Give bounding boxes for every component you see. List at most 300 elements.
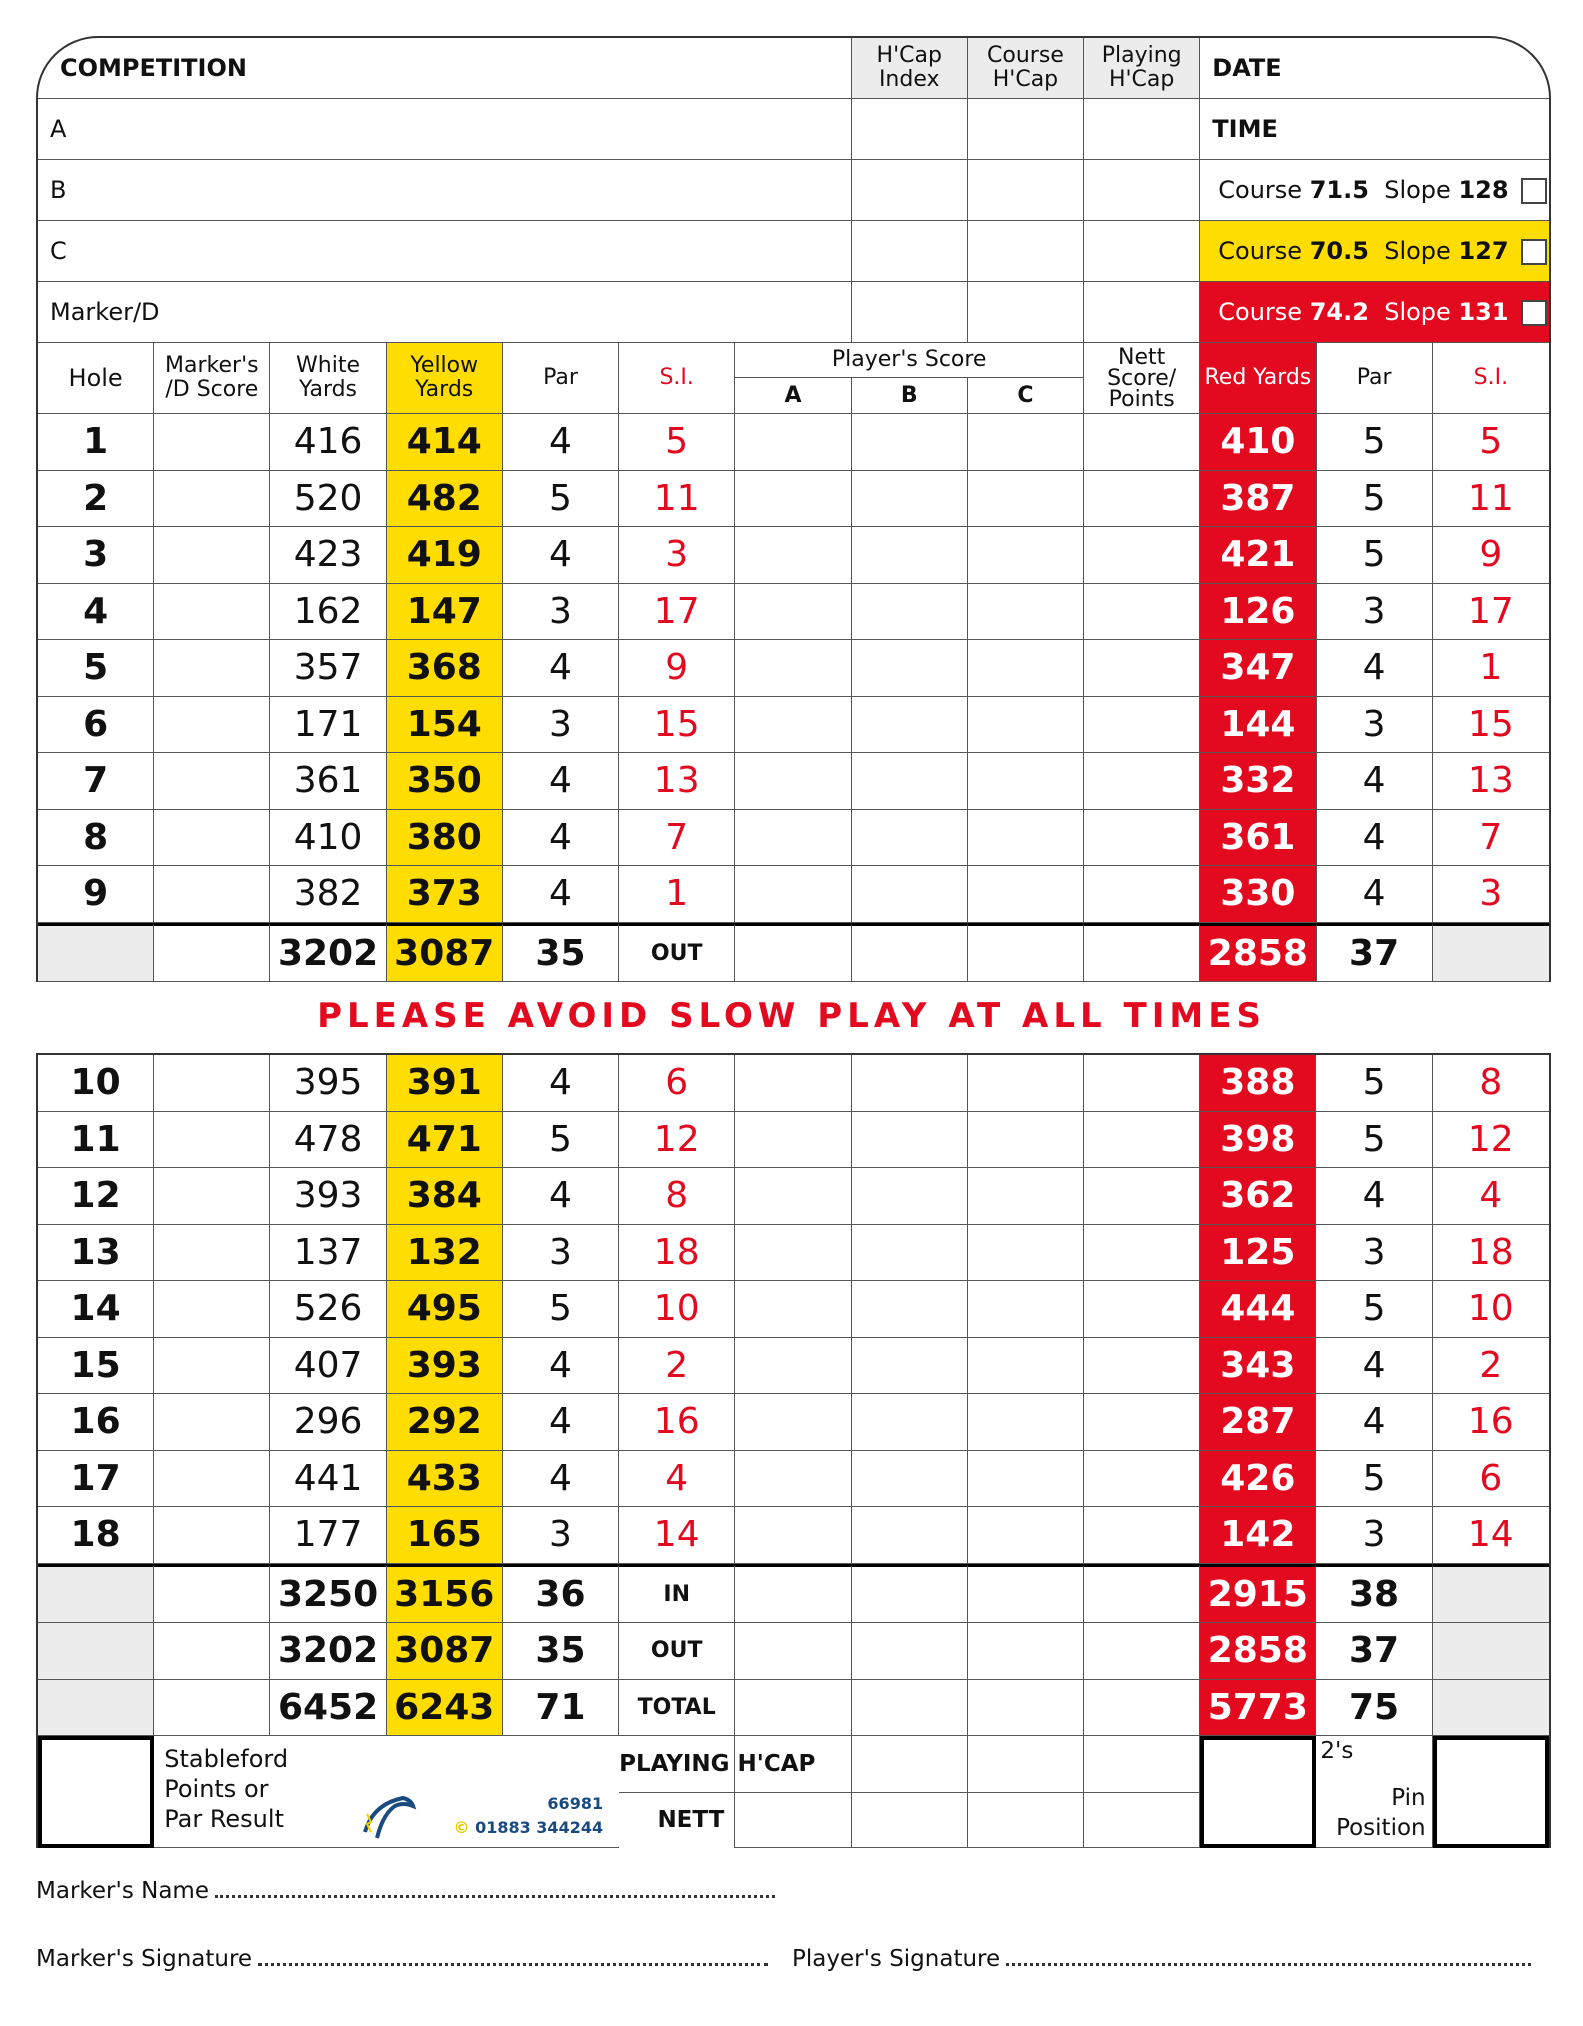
date-field[interactable]: DATE (1200, 38, 1549, 99)
red-stroke-index: 15 (1433, 697, 1549, 754)
marker-score-cell[interactable] (154, 640, 270, 697)
score-b-total[interactable] (852, 1623, 968, 1680)
marker-score-cell[interactable] (154, 584, 270, 641)
total-row (38, 1623, 1549, 1680)
marker-score-cell[interactable] (154, 1112, 270, 1169)
eagle-logo-icon (355, 1792, 415, 1842)
yellow-yards: 482 (387, 471, 503, 528)
score-a-cell[interactable] (735, 471, 851, 528)
score-c-cell[interactable] (968, 1281, 1084, 1338)
nett-total[interactable] (1084, 1623, 1200, 1680)
score-c-cell[interactable] (968, 1507, 1084, 1564)
score-b-total[interactable] (852, 1564, 968, 1624)
par: 4 (503, 1055, 619, 1112)
score-a-cell[interactable] (735, 527, 851, 584)
hole-number: 4 (38, 584, 154, 641)
score-b-cell[interactable] (852, 1112, 968, 1169)
score-b-cell[interactable] (852, 753, 968, 810)
marker-total-cell[interactable] (154, 1680, 270, 1737)
score-b-cell[interactable] (852, 1225, 968, 1282)
stroke-index: 17 (619, 584, 735, 641)
red-tee-checkbox[interactable] (1521, 300, 1547, 326)
hole-number: 14 (38, 1281, 154, 1338)
white-total: 3202 (270, 923, 386, 983)
score-a-cell[interactable] (735, 1451, 851, 1508)
marker-score-cell[interactable] (154, 753, 270, 810)
score-c-cell[interactable] (968, 1394, 1084, 1451)
yellow-yards: 132 (387, 1225, 503, 1282)
red-stroke-index: 14 (1433, 1507, 1549, 1564)
stroke-index: 4 (619, 1451, 735, 1508)
stableford-result-box[interactable] (38, 1736, 154, 1848)
white-yards: 171 (270, 697, 386, 754)
marker-total-cell[interactable] (154, 923, 270, 983)
hole-row (38, 1451, 1549, 1508)
par: 3 (503, 1507, 619, 1564)
nett-cell[interactable] (1084, 1394, 1200, 1451)
yellow-total: 3156 (387, 1564, 503, 1624)
score-b-cell[interactable] (852, 697, 968, 754)
hole-row (38, 584, 1549, 641)
white-yards: 177 (270, 1507, 386, 1564)
marker-score-cell[interactable] (154, 1338, 270, 1395)
marker-score-cell[interactable] (154, 1281, 270, 1338)
rating-red (1200, 282, 1549, 343)
score-b-cell[interactable] (852, 866, 968, 923)
score-b-cell[interactable] (852, 527, 968, 584)
red-total: 2915 (1200, 1564, 1316, 1624)
par: 5 (503, 1281, 619, 1338)
player-c-name[interactable]: C (38, 221, 852, 282)
red-stroke-index: 9 (1433, 527, 1549, 584)
hole-number: 15 (38, 1338, 154, 1395)
hcap-cell[interactable] (1084, 99, 1200, 160)
red-total: 2858 (1200, 1623, 1316, 1680)
hcap-index-header: H'Cap Index (852, 38, 968, 99)
par: 4 (503, 414, 619, 471)
score-a-cell[interactable] (735, 1055, 851, 1112)
twos-pin-cell (1316, 1736, 1432, 1848)
marker-name-line[interactable] (36, 1878, 775, 1904)
marker-signature-line[interactable] (36, 1946, 768, 1972)
score-c-cell[interactable] (968, 753, 1084, 810)
red-stroke-index: 16 (1433, 1394, 1549, 1451)
nett-total[interactable] (1084, 1564, 1200, 1624)
white-yards: 520 (270, 471, 386, 528)
stroke-index: 2 (619, 1338, 735, 1395)
marker-score-header: Marker's /D Score (154, 343, 270, 414)
score-a-total[interactable] (735, 1680, 851, 1737)
hole-number: 9 (38, 866, 154, 923)
nett-cell[interactable] (1084, 810, 1200, 867)
score-b-total[interactable] (852, 923, 968, 983)
red-yards: 410 (1200, 414, 1316, 471)
marker-total-cell[interactable] (154, 1623, 270, 1680)
red-par: 5 (1317, 414, 1433, 471)
hole-number: 18 (38, 1507, 154, 1564)
hole-row (38, 1394, 1549, 1451)
score-b-total[interactable] (852, 1680, 968, 1737)
red-total: 5773 (1200, 1680, 1316, 1737)
yellow-yards: 350 (387, 753, 503, 810)
nett-cell[interactable] (1084, 1225, 1200, 1282)
nett-total[interactable] (1084, 1680, 1200, 1737)
par: 4 (503, 866, 619, 923)
yellow-yards: 165 (387, 1507, 503, 1564)
score-b-cell[interactable] (852, 1055, 968, 1112)
red-par: 3 (1316, 1225, 1432, 1282)
red-par: 4 (1317, 753, 1433, 810)
yellow-total: 3087 (387, 923, 503, 983)
white-total: 3202 (270, 1623, 386, 1680)
score-c-cell[interactable] (968, 1055, 1084, 1112)
score-c-total[interactable] (968, 923, 1084, 983)
score-c-cell[interactable] (968, 471, 1084, 528)
score-a-cell[interactable] (735, 866, 851, 923)
logo-code: 66981 (547, 1794, 604, 1813)
red-yards: 287 (1200, 1394, 1316, 1451)
score-b-cell[interactable] (852, 1281, 968, 1338)
rating-yellow (1200, 221, 1549, 282)
course-label: Course (1218, 298, 1303, 326)
par: 3 (503, 697, 619, 754)
red-par-total: 37 (1317, 923, 1433, 983)
nett-header: Nett Score/ Points (1084, 343, 1200, 414)
stroke-index: 7 (619, 810, 735, 867)
red-par: 3 (1316, 1507, 1432, 1564)
white-yards: 407 (270, 1338, 386, 1395)
red-stroke-index: 13 (1433, 753, 1549, 810)
score-b-cell[interactable] (852, 1451, 968, 1508)
red-par: 3 (1317, 697, 1433, 754)
stroke-index: 13 (619, 753, 735, 810)
red-par: 4 (1317, 810, 1433, 867)
red-stroke-index: 1 (1433, 640, 1549, 697)
score-a-total[interactable] (735, 1564, 851, 1624)
red-yards: 361 (1200, 810, 1316, 867)
nett-cell[interactable] (1084, 1451, 1200, 1508)
hole-number: 12 (38, 1168, 154, 1225)
red-stroke-index: 2 (1433, 1338, 1549, 1395)
red-par: 5 (1316, 1281, 1432, 1338)
score-b-cell[interactable] (852, 1338, 968, 1395)
nett-total[interactable] (1084, 923, 1200, 983)
score-c-total[interactable] (968, 1623, 1084, 1680)
score-b-cell[interactable] (852, 471, 968, 528)
stroke-index: 1 (619, 866, 735, 923)
nett-cell[interactable] (1084, 1507, 1200, 1564)
red-yards-header: Red Yards (1200, 343, 1316, 414)
nett-a[interactable] (735, 1793, 851, 1848)
hole-row (38, 471, 1549, 528)
marker-score-cell[interactable] (154, 866, 270, 923)
red-stroke-index: 8 (1433, 1055, 1549, 1112)
stableford-label-cell (154, 1736, 386, 1848)
nett-cell[interactable] (1084, 640, 1200, 697)
score-a-cell[interactable] (735, 753, 851, 810)
hole-number: 10 (38, 1055, 154, 1112)
hole-number: 7 (38, 753, 154, 810)
score-c-cell[interactable] (968, 1451, 1084, 1508)
white-yards: 162 (270, 584, 386, 641)
score-c-cell[interactable] (968, 527, 1084, 584)
slope-rating: 131 (1458, 298, 1509, 326)
stroke-index: 8 (619, 1168, 735, 1225)
red-par: 4 (1317, 640, 1433, 697)
yellow-yards: 380 (387, 810, 503, 867)
slope-rating: 127 (1458, 237, 1509, 265)
score-b-cell[interactable] (852, 1394, 968, 1451)
par: 4 (503, 527, 619, 584)
white-yards: 526 (270, 1281, 386, 1338)
score-a-cell[interactable] (735, 584, 851, 641)
yellow-yards: 154 (387, 697, 503, 754)
yellow-yards: 393 (387, 1338, 503, 1395)
score-a-cell[interactable] (735, 1394, 851, 1451)
red-yards: 444 (1200, 1281, 1316, 1338)
nett-cell[interactable] (1084, 1168, 1200, 1225)
player-signature-line[interactable] (792, 1946, 1531, 1972)
hole-number: 11 (38, 1112, 154, 1169)
hole-number: 2 (38, 471, 154, 528)
stroke-index: 11 (619, 471, 735, 528)
total-blank (38, 1680, 154, 1737)
nett-cell[interactable] (1084, 527, 1200, 584)
total-row (38, 1564, 1549, 1624)
course-rating: 70.5 (1309, 237, 1369, 265)
hole-number: 5 (38, 640, 154, 697)
total-blank (1433, 923, 1549, 983)
nett-cell[interactable] (1084, 1112, 1200, 1169)
score-a-total[interactable] (735, 1623, 851, 1680)
white-yards-header: White Yards (270, 343, 386, 414)
yellow-yards: 373 (387, 866, 503, 923)
yellow-total: 3087 (387, 1623, 503, 1680)
white-yards: 137 (270, 1225, 386, 1282)
score-c-cell[interactable] (968, 697, 1084, 754)
score-c-total[interactable] (968, 1680, 1084, 1737)
red-par: 5 (1316, 1112, 1432, 1169)
nett-b[interactable] (852, 1793, 968, 1848)
hcap-cell[interactable] (852, 99, 968, 160)
hole-row (38, 1507, 1549, 1564)
red-yards: 398 (1200, 1112, 1316, 1169)
hcap-cell[interactable] (852, 282, 968, 343)
stroke-index: 16 (619, 1394, 735, 1451)
score-c-cell[interactable] (968, 640, 1084, 697)
par: 4 (503, 753, 619, 810)
hole-row (38, 1281, 1549, 1338)
score-c-cell[interactable] (968, 1338, 1084, 1395)
score-c-cell[interactable] (968, 1225, 1084, 1282)
marker-name-label: Marker's Name (36, 1878, 209, 1904)
marker-score-cell[interactable] (154, 414, 270, 471)
course-label: Course (1218, 176, 1303, 204)
stroke-index: 12 (619, 1112, 735, 1169)
yellow-yards: 471 (387, 1112, 503, 1169)
stroke-index: 10 (619, 1281, 735, 1338)
score-a-cell[interactable] (735, 640, 851, 697)
red-par: 5 (1316, 1451, 1432, 1508)
total-blank (38, 1564, 154, 1624)
white-yards: 395 (270, 1055, 386, 1112)
score-a-cell[interactable] (735, 697, 851, 754)
hole-number: 16 (38, 1394, 154, 1451)
score-a-cell[interactable] (735, 1338, 851, 1395)
course-hcap-header: Course H'Cap (968, 38, 1084, 99)
score-b-cell[interactable] (852, 810, 968, 867)
score-b-cell[interactable] (852, 1507, 968, 1564)
marker-score-cell[interactable] (154, 1168, 270, 1225)
nett-cell[interactable] (1084, 697, 1200, 754)
white-total: 6452 (270, 1680, 386, 1737)
nett-cell[interactable] (1084, 1338, 1200, 1395)
hcap-cell[interactable] (1084, 282, 1200, 343)
score-a-cell[interactable] (735, 1112, 851, 1169)
red-yards: 144 (1200, 697, 1316, 754)
total-blank (1433, 1564, 1549, 1624)
score-c-total[interactable] (968, 1564, 1084, 1624)
marker-name[interactable]: Marker/D (38, 282, 852, 343)
marker-total-cell[interactable] (154, 1564, 270, 1624)
white-yards: 416 (270, 414, 386, 471)
playing-hcap-c[interactable] (968, 1736, 1084, 1793)
playing-hcap-b[interactable] (852, 1736, 968, 1793)
marker-score-cell[interactable] (154, 1225, 270, 1282)
red-yards: 426 (1200, 1451, 1316, 1508)
total-blank (1433, 1680, 1549, 1737)
par: 4 (503, 810, 619, 867)
yellow-total: 6243 (387, 1680, 503, 1737)
nett-cell[interactable] (1084, 866, 1200, 923)
red-par-total: 38 (1316, 1564, 1432, 1624)
yellow-yards: 391 (387, 1055, 503, 1112)
score-a-cell[interactable] (735, 1225, 851, 1282)
score-b-cell[interactable] (852, 584, 968, 641)
score-a-cell[interactable] (735, 1168, 851, 1225)
hcap-cell[interactable] (1084, 221, 1200, 282)
hcap-cell[interactable] (968, 282, 1084, 343)
nett-cell[interactable] (1084, 753, 1200, 810)
hcap-cell[interactable] (968, 99, 1084, 160)
score-a-cell[interactable] (735, 1281, 851, 1338)
marker-score-cell[interactable] (154, 471, 270, 528)
marker-score-cell[interactable] (154, 810, 270, 867)
red-par-header: Par (1317, 343, 1433, 414)
score-b-cell[interactable] (852, 414, 968, 471)
playing-hcap-header: Playing H'Cap (1084, 38, 1200, 99)
twos-label: 2's (1320, 1738, 1354, 1764)
nett-cell[interactable] (1084, 1281, 1200, 1338)
marker-signature-label: Marker's Signature (36, 1946, 253, 1972)
marker-score-cell[interactable] (154, 697, 270, 754)
score-c-cell[interactable] (968, 1112, 1084, 1169)
par: 4 (503, 1451, 619, 1508)
player-b-name[interactable]: B (38, 160, 852, 221)
red-yards: 332 (1200, 753, 1316, 810)
scorecard-top (36, 36, 1551, 982)
red-stroke-index: 5 (1433, 414, 1549, 471)
marker-score-cell[interactable] (154, 1451, 270, 1508)
nett-cell[interactable] (1084, 414, 1200, 471)
twos-box[interactable] (1200, 1736, 1316, 1848)
hole-row (38, 1055, 1549, 1112)
par-total: 35 (503, 923, 619, 983)
nett-cell[interactable] (1084, 1055, 1200, 1112)
red-par: 3 (1317, 584, 1433, 641)
score-c-cell[interactable] (968, 866, 1084, 923)
nett-label: NETT (619, 1793, 735, 1848)
par: 4 (503, 1338, 619, 1395)
score-c-cell[interactable] (968, 584, 1084, 641)
hcap-cell[interactable] (968, 221, 1084, 282)
logo (387, 1736, 619, 1848)
stroke-index: 6 (619, 1055, 735, 1112)
stroke-index: 9 (619, 640, 735, 697)
marker-score-cell[interactable] (154, 1055, 270, 1112)
hcap-cell[interactable] (1084, 160, 1200, 221)
white-tee-checkbox[interactable] (1521, 178, 1547, 204)
score-c-cell[interactable] (968, 810, 1084, 867)
nett-cell[interactable] (1084, 584, 1200, 641)
hole-row (38, 1338, 1549, 1395)
yellow-yards: 414 (387, 414, 503, 471)
score-a-cell[interactable] (735, 414, 851, 471)
playing-hcap-nett[interactable] (1084, 1736, 1200, 1793)
par: 3 (503, 1225, 619, 1282)
red-par: 4 (1316, 1394, 1432, 1451)
score-a-cell[interactable] (735, 810, 851, 867)
competition-label: COMPETITION (38, 38, 852, 99)
red-par: 5 (1317, 471, 1433, 528)
time-field[interactable]: TIME (1200, 99, 1549, 160)
nett-cell[interactable] (1084, 471, 1200, 528)
stroke-index: 15 (619, 697, 735, 754)
marker-score-cell[interactable] (154, 1394, 270, 1451)
par: 5 (503, 471, 619, 528)
player-a-name[interactable]: A (38, 99, 852, 160)
marker-score-cell[interactable] (154, 527, 270, 584)
pin-position-box[interactable] (1433, 1736, 1549, 1848)
hole-row (38, 810, 1549, 867)
score-a-total[interactable] (735, 923, 851, 983)
stroke-index: 5 (619, 414, 735, 471)
yellow-yards: 433 (387, 1451, 503, 1508)
si-header: S.I. (619, 343, 735, 414)
red-stroke-index: 10 (1433, 1281, 1549, 1338)
red-yards: 388 (1200, 1055, 1316, 1112)
score-c-cell[interactable] (968, 1168, 1084, 1225)
nett-c[interactable] (968, 1793, 1084, 1848)
total-blank (38, 1623, 154, 1680)
red-yards: 142 (1200, 1507, 1316, 1564)
marker-score-cell[interactable] (154, 1507, 270, 1564)
score-b-cell[interactable] (852, 640, 968, 697)
score-a-cell[interactable] (735, 1507, 851, 1564)
hole-number: 13 (38, 1225, 154, 1282)
yellow-tee-checkbox[interactable] (1521, 239, 1547, 265)
red-yards: 347 (1200, 640, 1316, 697)
score-c-cell[interactable] (968, 414, 1084, 471)
stroke-index: 3 (619, 527, 735, 584)
score-b-cell[interactable] (852, 1168, 968, 1225)
nett-nett[interactable] (1084, 1793, 1200, 1848)
hcap-cell[interactable] (968, 160, 1084, 221)
hcap-cell[interactable] (852, 221, 968, 282)
red-yards: 362 (1200, 1168, 1316, 1225)
hole-row (38, 527, 1549, 584)
hcap-cell[interactable] (852, 160, 968, 221)
